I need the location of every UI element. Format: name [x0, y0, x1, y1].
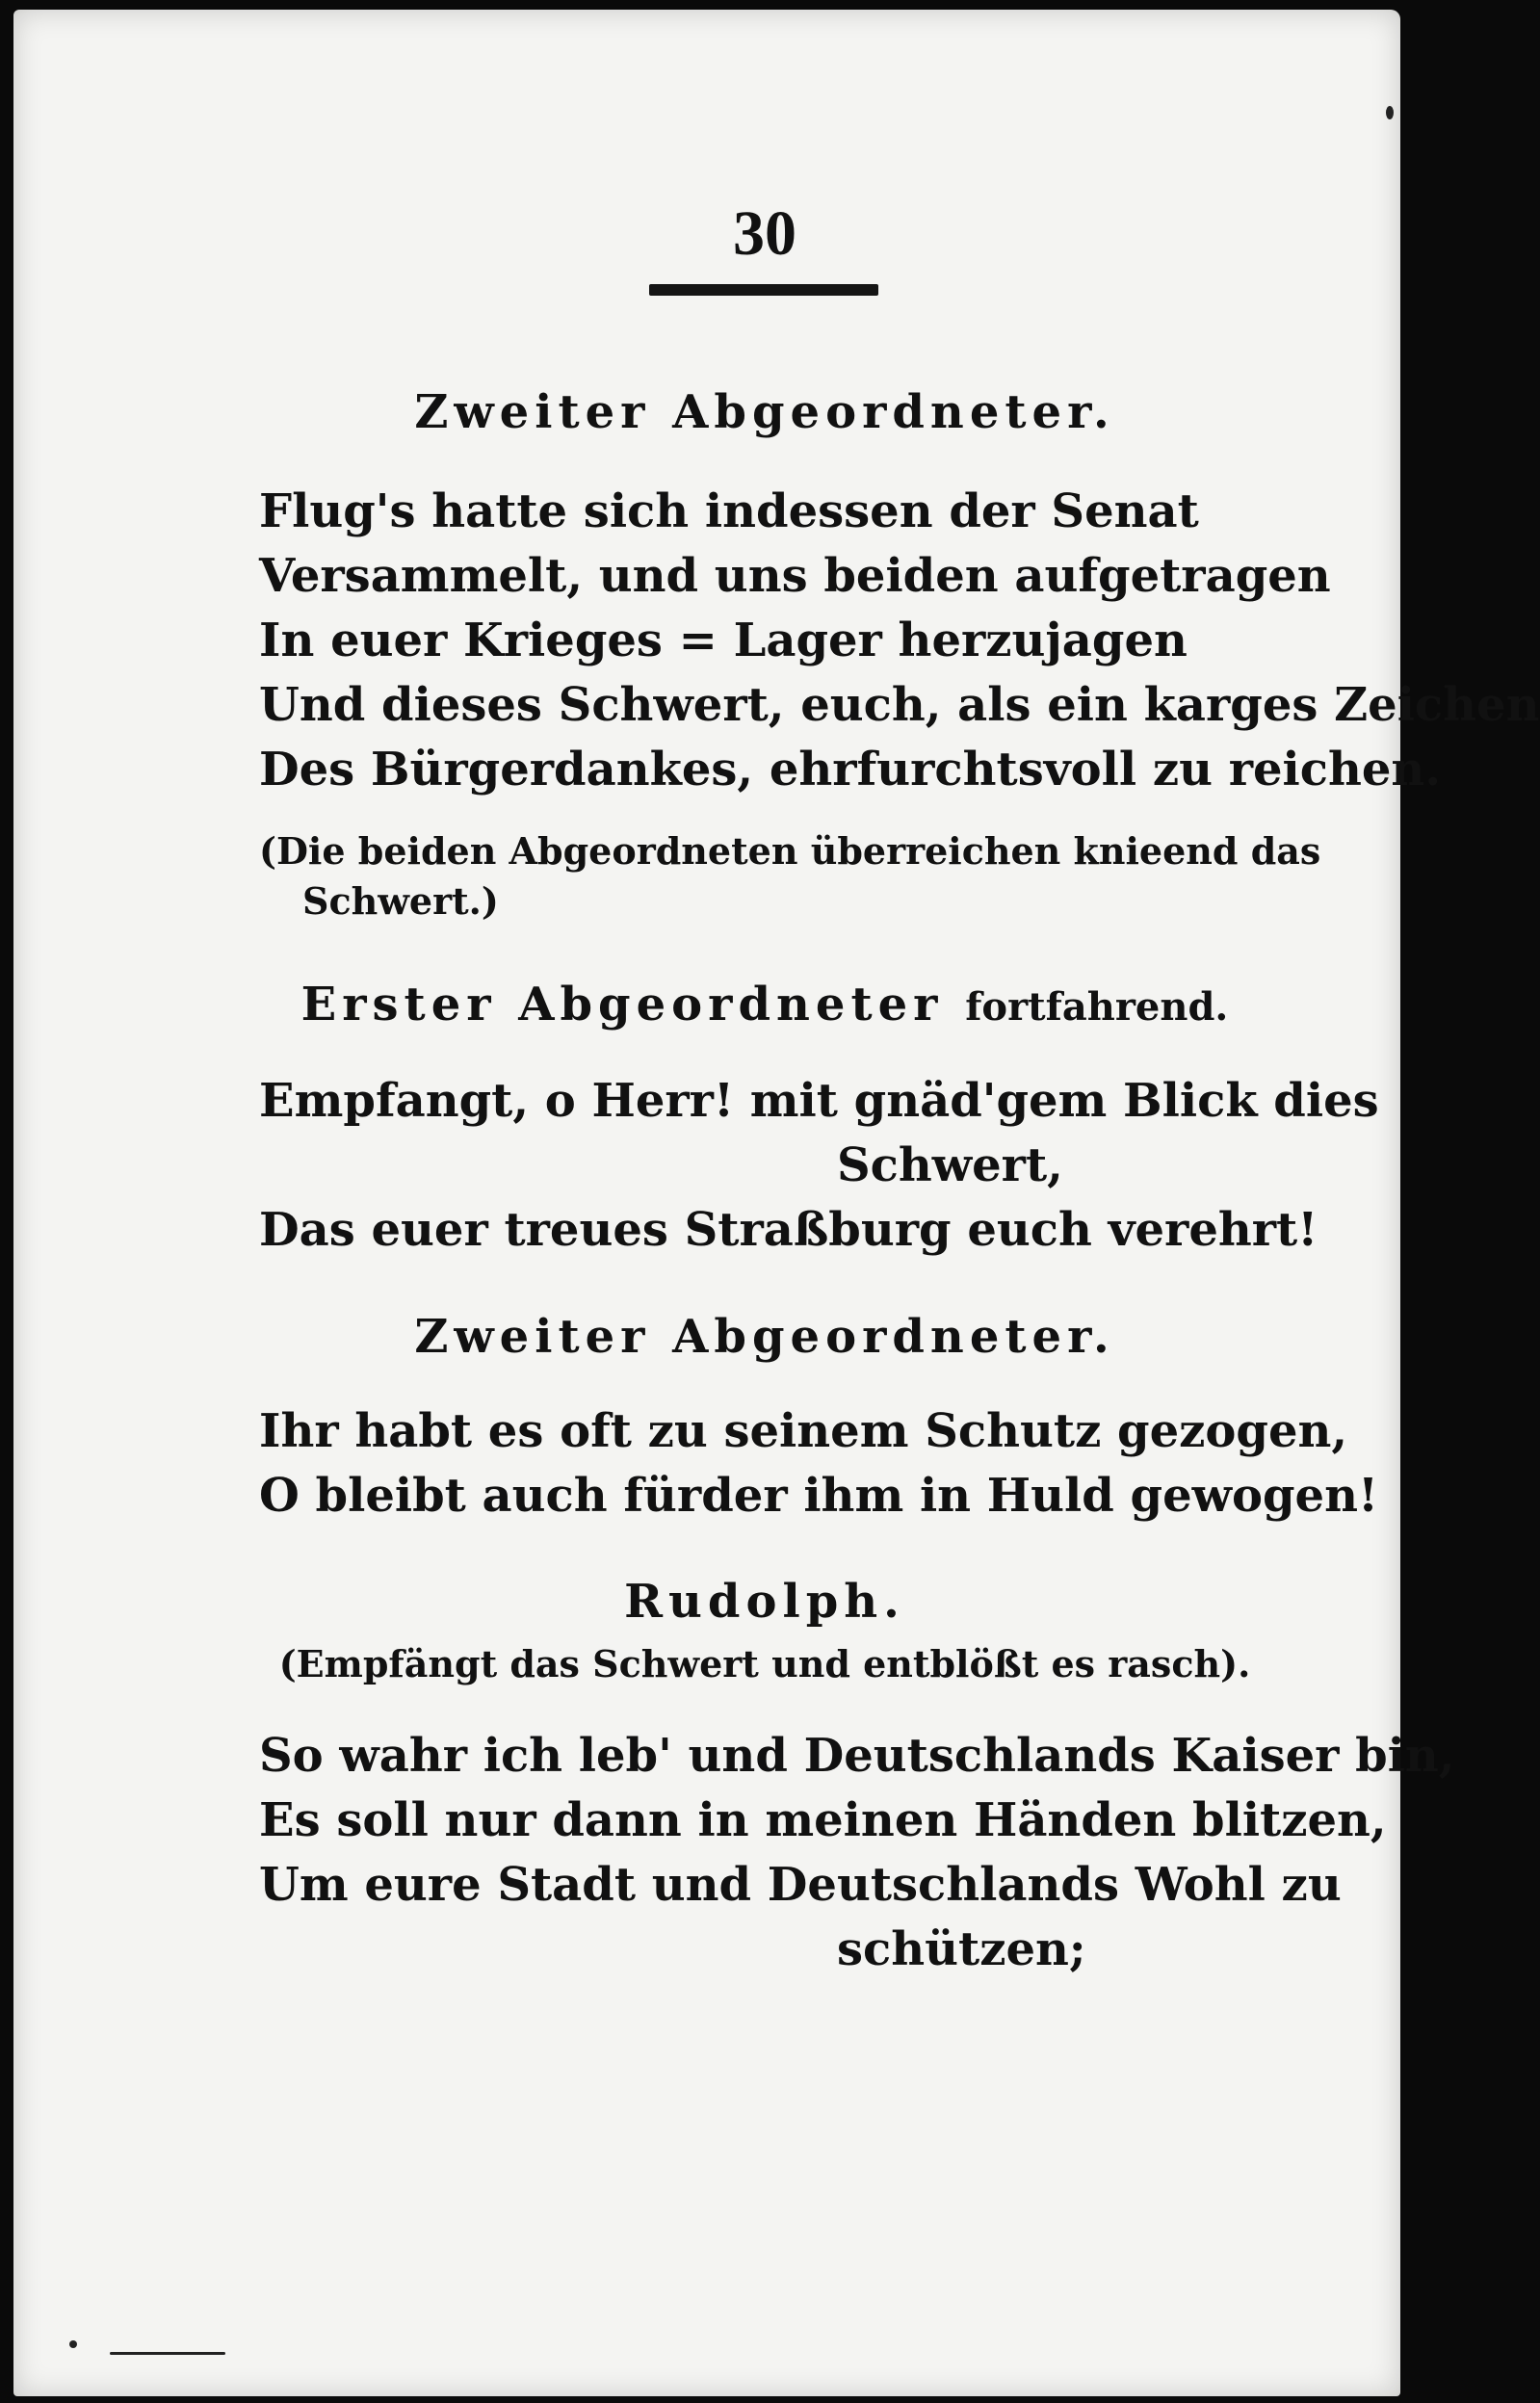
verse-line: In euer Krieges = Lager herzujagen	[259, 614, 1188, 667]
verse-line: Des Bürgerdankes, ehrfurchtsvoll zu reichen.	[259, 743, 1442, 797]
verse-line: Es soll nur dann in meinen Händen blitzen,	[259, 1793, 1387, 1847]
verse-line: Ihr habt es oft zu seinem Schutz gezogen,	[259, 1404, 1348, 1458]
verse-block-3	[259, 1399, 1379, 1528]
verse-line: Empfangt, o Herr! mit gnäd'gem Blick dies	[259, 1074, 1379, 1128]
verse-line: Versammelt, und uns beiden aufgetragen	[259, 549, 1331, 603]
ink-smudge	[1386, 106, 1394, 119]
book-page	[13, 10, 1540, 2396]
speaker-heading-4: Rudolph.	[624, 1575, 905, 1629]
header-rule	[649, 284, 878, 296]
ink-smudge	[110, 2352, 225, 2355]
stage-direction-4: (Empfängt das Schwert und entblößt es rasch).	[278, 1642, 1251, 1685]
verse-line: Und dieses Schwert, euch, als ein karges Zeichen	[259, 678, 1540, 732]
verse-line: Das euer treues Straßburg euch verehrt!	[259, 1203, 1318, 1257]
stage-line: Schwert.)	[302, 879, 499, 923]
verse-line: schützen;	[837, 1922, 1086, 1976]
speaker-heading-1: Zweiter Abgeordneter.	[414, 385, 1115, 439]
verse-line: So wahr ich leb' und Deutschlands Kaiser bin,	[259, 1729, 1455, 1783]
verse-line: Flug's hatte sich indessen der Senat	[259, 484, 1199, 538]
verse-block-1	[259, 480, 1540, 802]
speaker-heading-2	[13, 978, 1516, 1032]
stage-line: (Die beiden Abgeordneten überreichen knieend das	[259, 829, 1321, 873]
verse-line: O bleibt auch fürder ihm in Huld gewogen!	[259, 1469, 1379, 1523]
speaker-name: Erster Abgeordneter	[300, 978, 944, 1032]
verse-block-4	[259, 1724, 1455, 1982]
speaker-heading-3: Zweiter Abgeordneter.	[414, 1310, 1115, 1364]
ink-smudge	[69, 2340, 77, 2348]
page-number: 30	[733, 198, 796, 269]
verse-line: Schwert,	[837, 1138, 1063, 1192]
verse-line: Um eure Stadt und Deutschlands Wohl zu	[259, 1858, 1342, 1912]
verse-block-2	[259, 1069, 1379, 1263]
speaker-direction: fortfahrend.	[965, 984, 1229, 1030]
stage-direction-1	[259, 826, 1321, 927]
